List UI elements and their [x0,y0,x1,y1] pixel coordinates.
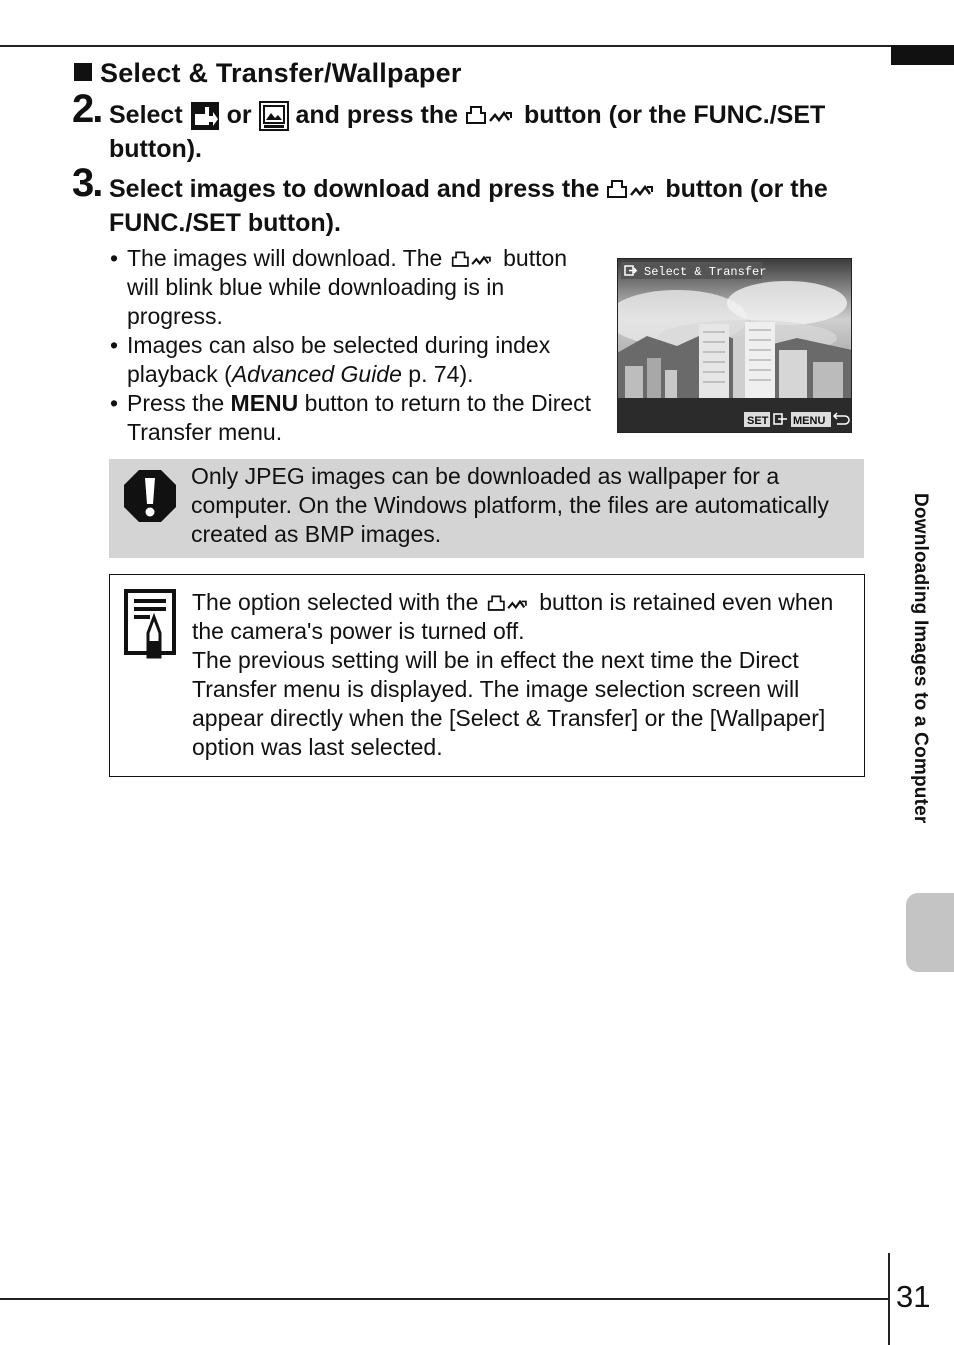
list-item: • Press the MENU button to return to the Direct Transfer menu. [110,390,592,445]
screen-set-label: SET [747,415,769,427]
memo-icon [124,589,178,661]
print-share-icon [606,177,658,203]
footer-rule [0,1298,890,1300]
print-share-icon [485,593,533,615]
screen-title: Select & Transfer [644,265,767,279]
caution-icon [123,469,177,523]
step-number: 2. [72,87,102,131]
footer-divider [888,1253,890,1345]
select-transfer-icon [190,101,220,131]
section-title: Select & Transfer/Wallpaper [74,58,462,89]
memo-text: The option selected with the button is retained even when the camera's power is turned off. The previous setting will be in effect the next time the Direct Transfer menu is displayed. The image selection screen will appear directly when the [Select & Transfer] or the [Wallpaper] option was last selected. [192,589,834,760]
caution-text: Only JPEG images can be downloaded as wallpaper for a computer. On the Windows platform, the files are automatically created as BMP images. [191,463,829,547]
step-3-text: Select images to download and press the button (or the FUNC./SET button). [109,175,828,237]
bullet-list [110,244,600,447]
list-item: • The images will download. The button will blink blue while downloading is in progress. [110,245,568,329]
print-share-icon [449,249,497,271]
chapter-tab [906,893,954,972]
step-2-text: Select or and press the button (or the FUNC./SET button). [109,101,826,163]
screen-menu-label: MENU [793,415,826,427]
header-tab [891,45,954,65]
page-number: 31 [896,1279,931,1314]
memo-box [109,574,865,777]
wallpaper-icon [259,101,289,131]
print-share-icon [465,103,517,129]
caution-box [109,459,864,558]
chapter-side-label: Downloading Images to a Computer [910,493,931,824]
step-number: 3. [72,161,102,205]
camera-screen-image [617,258,852,433]
square-bullet-icon [74,63,92,81]
list-item: • Images can also be selected during index playback (Advanced Guide p. 74). [110,332,551,387]
header-rule [0,45,893,47]
